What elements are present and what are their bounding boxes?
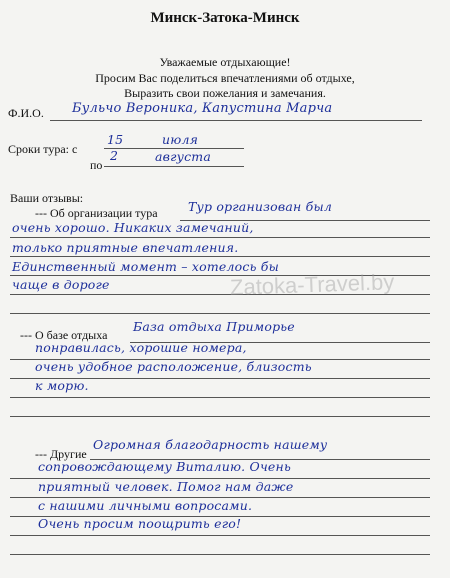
request-line-1: Просим Вас поделиться впечатлениями об отдыхе, (95, 71, 355, 85)
fio-value: Бульчо Вероника, Капустина Марча (72, 101, 333, 116)
to-rule (104, 166, 244, 167)
base-line: База отдыха Приморье (133, 319, 295, 334)
other-line: приятный человек. Помог нам даже (38, 479, 294, 494)
fio-label: Ф.И.О. (8, 106, 44, 120)
other-rule (10, 554, 430, 555)
other-line: с нашими личными вопросами. (38, 498, 253, 513)
base-line: очень удобное расположение, близость (35, 359, 312, 374)
to-day: 2 (110, 148, 119, 163)
other-rule (90, 459, 430, 460)
organization-rule (10, 256, 430, 257)
base-rule (10, 359, 430, 360)
request-line-2: Выразить свои пожелания и замечания. (124, 86, 326, 100)
organization-line: Тур организован был (188, 199, 332, 214)
other-line: Огромная благодарность нашему (93, 437, 328, 452)
organization-line: только приятные впечатления. (12, 240, 239, 255)
to-month: августа (155, 149, 212, 164)
to-label: по (90, 158, 103, 172)
base-rule (130, 342, 430, 343)
greeting: Уважаемые отдыхающие! (159, 55, 291, 69)
reviews-heading: Ваши отзывы: (10, 191, 84, 205)
organization-rule (10, 313, 430, 314)
other-rule (10, 516, 430, 517)
organization-line: Единственный момент – хотелось бы (12, 259, 279, 274)
organization-label: --- Об организации тура (35, 206, 158, 220)
fio-rule (50, 120, 422, 121)
organization-line: чаще в дороге (12, 277, 110, 292)
base-rule (10, 378, 430, 379)
organization-rule (10, 237, 430, 238)
other-rule (10, 497, 430, 498)
base-line: понравилась, хорошие номера, (35, 340, 247, 355)
organization-rule (180, 220, 430, 221)
from-day: 15 (107, 132, 124, 147)
base-rule (10, 397, 430, 398)
other-rule (10, 478, 430, 479)
base-label: --- О базе отдыха (20, 328, 108, 342)
other-line: Очень просим поощрить его! (38, 516, 242, 531)
base-rule (10, 416, 430, 417)
dates-label: Сроки тура: с (8, 142, 78, 156)
from-month: июля (162, 132, 199, 147)
base-line: к морю. (35, 378, 89, 393)
other-rule (10, 535, 430, 536)
other-label: --- Другие (35, 447, 87, 461)
organization-line: очень хорошо. Никаких замечаний, (12, 220, 254, 235)
document-title: Минск-Затока-Минск (150, 10, 300, 26)
watermark: Zatoka-Travel.by (229, 269, 395, 300)
other-line: сопровождающему Виталию. Очень (38, 459, 291, 474)
